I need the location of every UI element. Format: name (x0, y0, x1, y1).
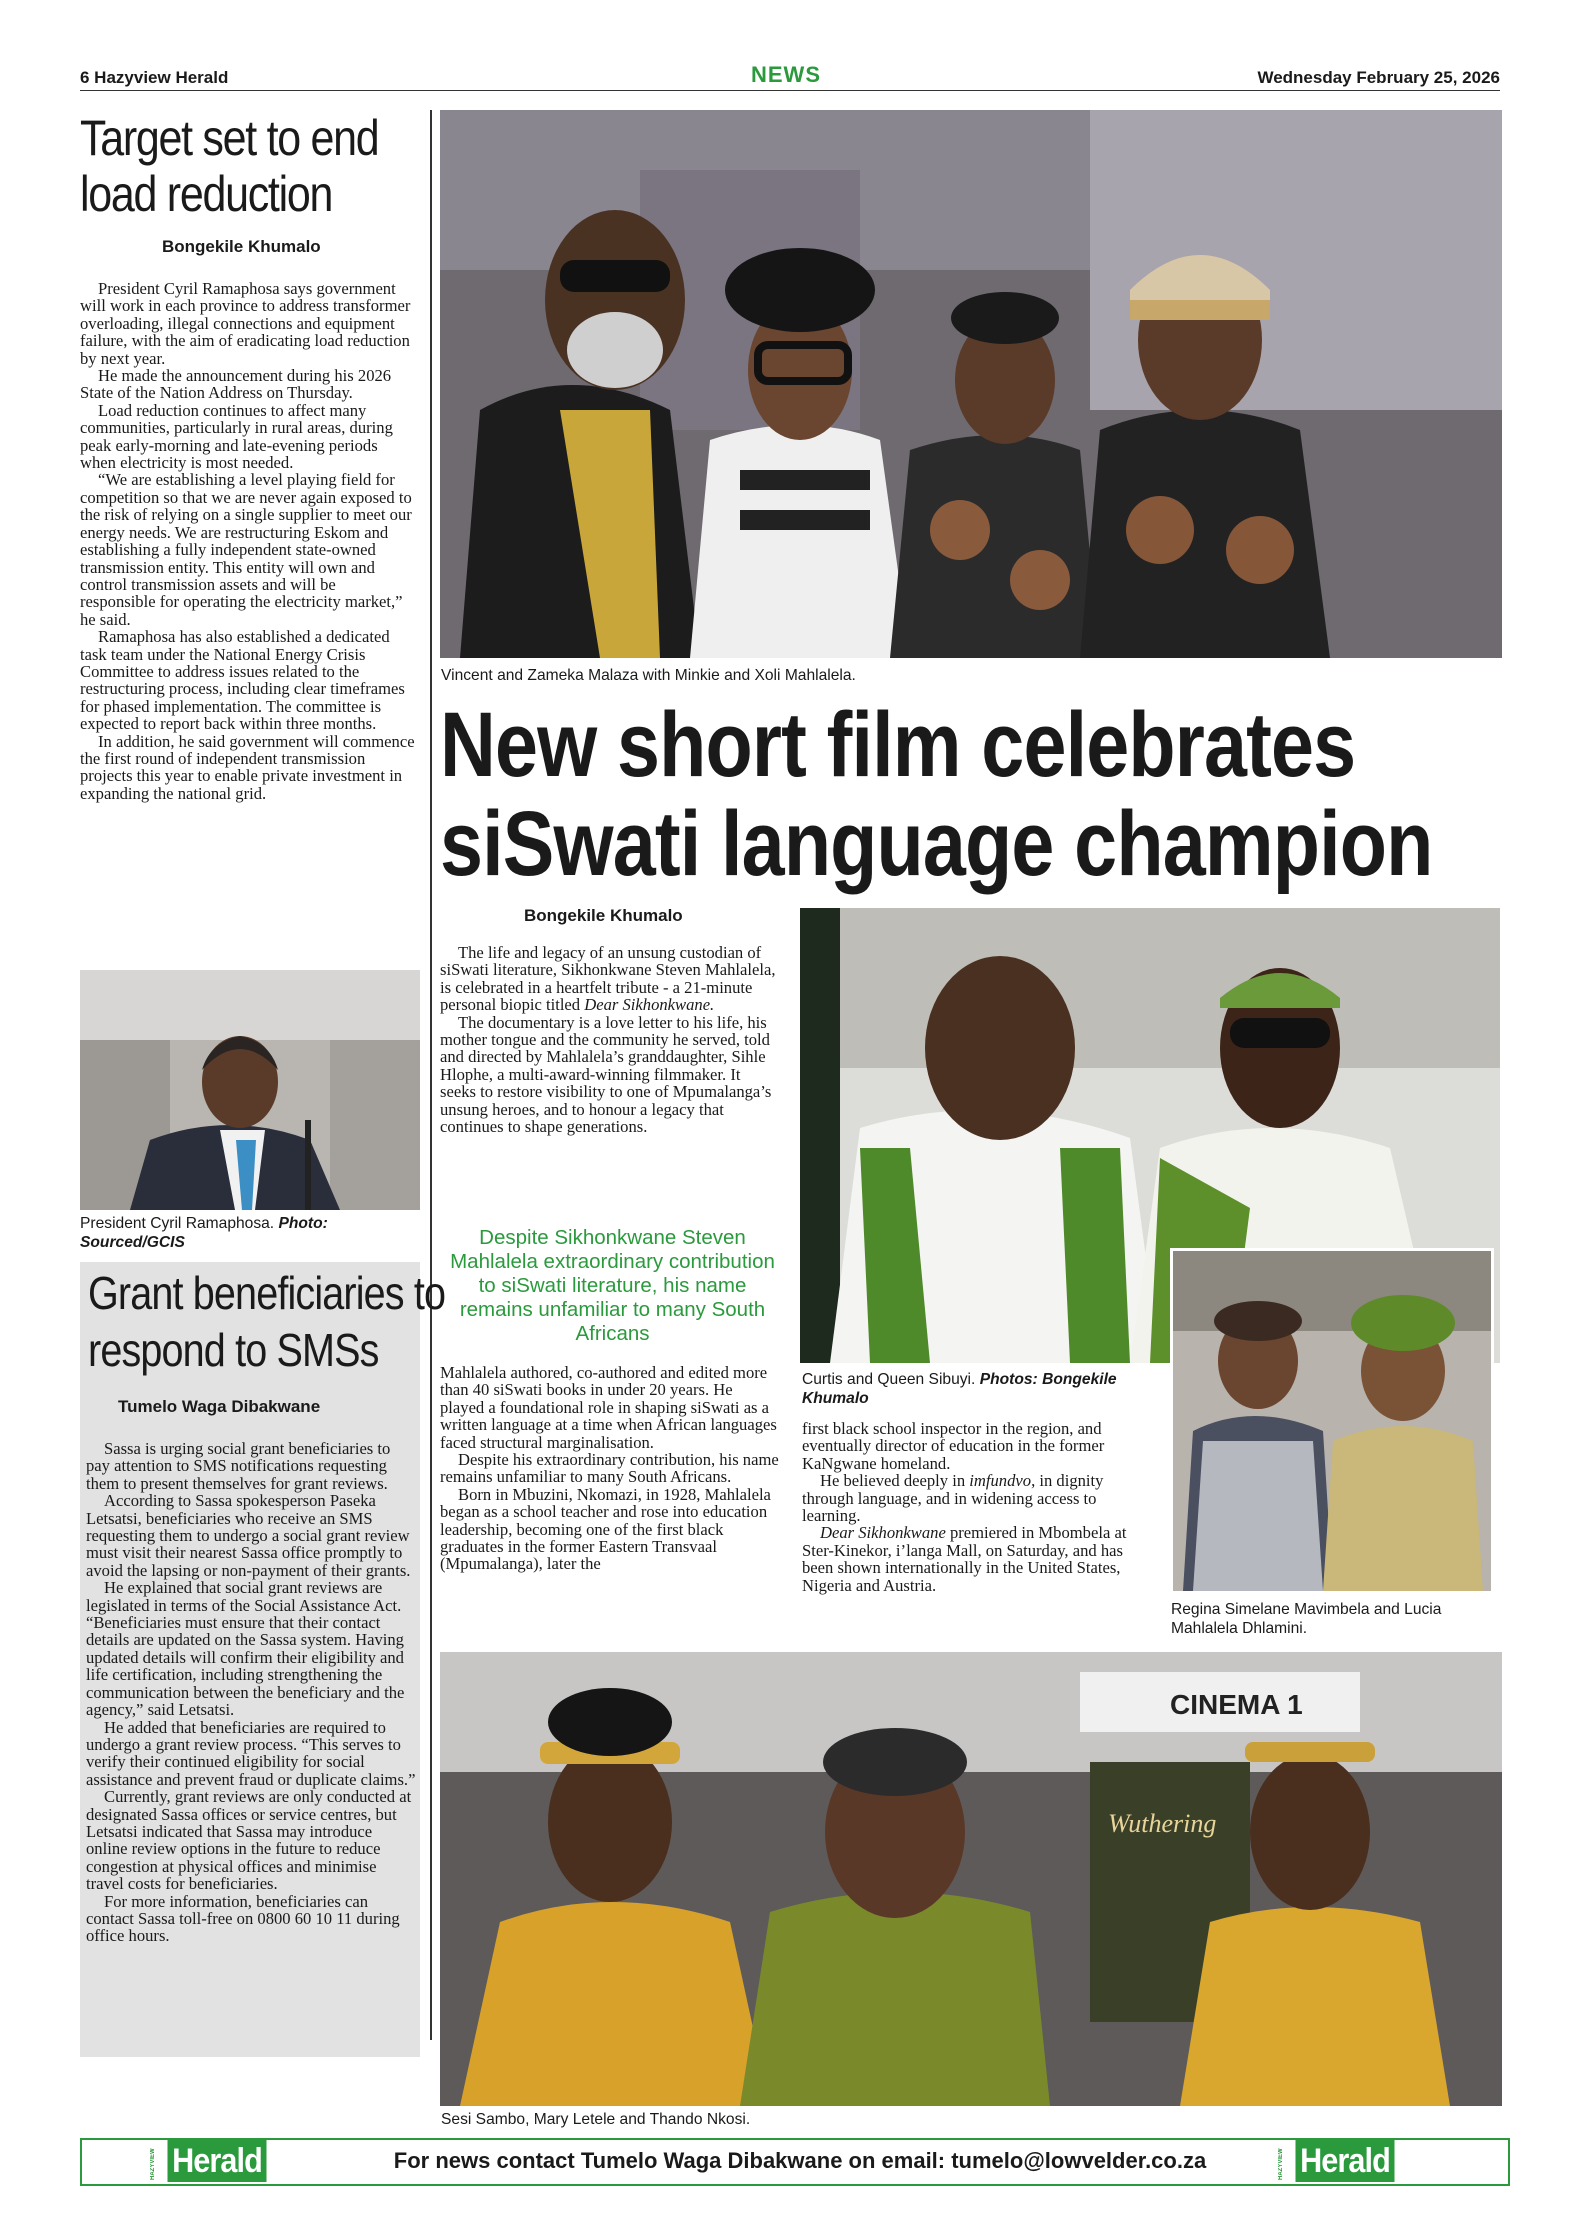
paragraph: He explained that social grant reviews are legislated in terms of the Social Assistance Act. “Beneficiaries must ensure that their contact details are updated on the Sassa system. Having updated details will confirm their eligibility and life certification, including strengthening the communication between the beneficiary and the agency,” said Letsatsi. (86, 1578, 405, 1720)
paragraph: Sassa is urging social grant beneficiaries to pay attention to SMS notifications requesting them to present themselves for grant reviews. (86, 1439, 391, 1493)
photo-caption-bottom: Sesi Sambo, Mary Letele and Thando Nkosi. (441, 2111, 751, 2128)
film-title: Dear Sikhonkwane (820, 1523, 946, 1543)
header-rule (80, 90, 1500, 91)
paragraph: Ramaphosa has also established a dedicated task team under the National Energy Crisis Committee to address issues related to the restructuring process, including clear timeframes for phased implementation. The committee is expected to report back within three months. (80, 627, 405, 734)
paragraph (440, 944, 780, 1014)
paragraph: first black school inspector in the region, and eventually director of education in the former KaNgwane homeland. (802, 1419, 1105, 1473)
main-headline: New short film celebrates siSwati language champion (440, 694, 1433, 895)
footer-logo-tag-left: HAZYVIEW (150, 2148, 156, 2180)
photo-caption-ramaphosa (80, 1214, 420, 1252)
page-label: 6 Hazyview Herald (80, 68, 229, 87)
paragraph: Born in Mbuzini, Nkomazi, in 1928, Mahlalela began as a school teacher and rose into education leadership, becoming one of the first black graduates in the former Eastern Transvaal (Mpumalanga), later the (440, 1484, 771, 1574)
paragraph: Load reduction continues to affect many communities, particularly in rural areas, during peak early-morning and late-evening periods when electricity is most needed. (80, 400, 393, 473)
photo-credit: Photo: Sourced/GCIS (80, 1215, 328, 1251)
poster-title: Wuthering (1108, 1809, 1217, 1838)
paragraph-text: The life and legacy of an unsung custodian of siSwati literature, Sikhonkwane Steven Mahlalela, is celebrated in a heartfelt tribute - a 21-minute personal biopic titled (440, 943, 776, 1015)
paragraph: President Cyril Ramaphosa says government will work in each province to address transformer overloading, illegal connections and equipment failure, with the aim of eradicating load reduction by next year. (80, 279, 411, 368)
photo-credit: Photos: Bongekile Khumalo (802, 1371, 1117, 1407)
paragraph: Currently, grant reviews are only conducted at designated Sassa offices or service centres, but Letsatsi indicated that Sassa may introduce online review options in the future to reduce congestion at physical offices and minimise travel costs for beneficiaries. (86, 1787, 412, 1894)
footer-logo-left[interactable]: Herald (168, 2140, 267, 2182)
photo-caption-middle (802, 1370, 1162, 1408)
article-body-sms (86, 1440, 416, 1945)
section-label: NEWS (751, 62, 821, 87)
photo-caption-right: Regina Simelane Mavimbela and Lucia Mahlalela Dhlamini. (1171, 1601, 1442, 1637)
paragraph-text: He believed deeply in (820, 1471, 970, 1491)
paragraph: Despite his extraordinary contribution, his name remains unfamiliar to many South Africans. (440, 1450, 779, 1487)
byline-film: Bongekile Khumalo (524, 906, 683, 925)
byline-sms: Tumelo Waga Dibakwane (118, 1397, 321, 1416)
photo-regina-lucia (1170, 1248, 1494, 1594)
paragraph-text: , in dignity through language, and in widening access to learning. (802, 1471, 1104, 1526)
cinema-sign: CINEMA 1 (1170, 1689, 1303, 1720)
paragraph: He added that beneficiaries are required to undergo a grant review process. “This serves to verify their continued eligibility for social assistance and prevent fraud or duplicate claims.” (86, 1717, 416, 1789)
footer-contact: For news contact Tumelo Waga Dibakwane on email: tumelo@lowvelder.co.za (393, 2148, 1207, 2173)
issue-date: Wednesday February 25, 2026 (1257, 68, 1500, 87)
photo-bottom-group (440, 1652, 1502, 2106)
italic-term: imfundvo (969, 1471, 1032, 1491)
film-title: Dear Sikhonkwane. (584, 995, 715, 1015)
article-headline-sms: Grant beneficiaries to respond to SMSs (88, 1267, 446, 1376)
paragraph: “We are establishing a level playing field for competition so that we are never again exposed to the risk of relying on a single supplier to meet our energy needs. We are restructuring Eskom and establishing a fully independent state-owned transmission entity. This entity will own and control transmission assets and will be responsible for operating the electricity market,” he said. (80, 470, 412, 629)
column-divider (430, 110, 432, 2040)
footer-logo-tag-right: HAZYVIEW (1278, 2148, 1284, 2180)
footer-logo-right[interactable]: Herald (1296, 2140, 1395, 2182)
paragraph (802, 1472, 1147, 1524)
caption-text: Curtis and Queen Sibuyi. (802, 1371, 976, 1388)
paragraph: For more information, beneficiaries can contact Sassa toll-free on 0800 60 10 11 during office hours. (86, 1891, 400, 1946)
photo-caption-top: Vincent and Zameka Malaza with Minkie and Xoli Mahlalela. (441, 667, 856, 684)
paragraph: He made the announcement during his 2026 State of the Nation Address on Thursday. (80, 366, 392, 403)
article-body-film-col1b (440, 1364, 780, 1573)
paragraph (802, 1524, 1147, 1594)
article-body-film-col1 (440, 944, 780, 1135)
ramaphosa-photo (80, 970, 420, 1210)
article-body-load (80, 280, 415, 802)
pull-quote: Despite Sikhonkwane Steven Mahlalela extraordinary contribution to siSwati literature, his name remains unfamiliar to many South Africans (450, 1226, 775, 1345)
paragraph-text: premiered in Mbombela at Ster-Kinekor, i’langa Mall, on Saturday, and has been shown internationally in the United States, Nigeria and Austria. (802, 1523, 1127, 1595)
byline-load: Bongekile Khumalo (162, 237, 321, 256)
article-body-film-col2 (802, 1420, 1147, 1594)
photo-top-group (440, 110, 1502, 658)
paragraph: Mahlalela authored, co-authored and edited more than 40 siSwati books in under 20 years. He played a foundational role in shaping siSwati as a written language at a time when African languages faced structural marginalisation. (440, 1363, 777, 1452)
caption-text: President Cyril Ramaphosa. (80, 1215, 275, 1232)
paragraph: The documentary is a love letter to his life, his mother tongue and the community he served, told and directed by Mahlalela’s granddaughter, Sihle Hlophe, a multi-award-winning filmmaker. It seeks to restore visibility to one of Mpumalanga’s unsung heroes, and to honour a legacy that continues to shape generations. (440, 1012, 772, 1137)
article-headline-load: Target set to end load reduction (80, 110, 379, 222)
paragraph: According to Sassa spokesperson Paseka Letsatsi, beneficiaries who receive an SMS requesting them to undergo a social grant review must visit their nearest Sassa office promptly to avoid the lapsing or non-payment of their grants. (86, 1491, 411, 1580)
paragraph: In addition, he said government will commence the first round of independent transmission projects this year to enable private investment in expanding the national grid. (80, 731, 415, 803)
